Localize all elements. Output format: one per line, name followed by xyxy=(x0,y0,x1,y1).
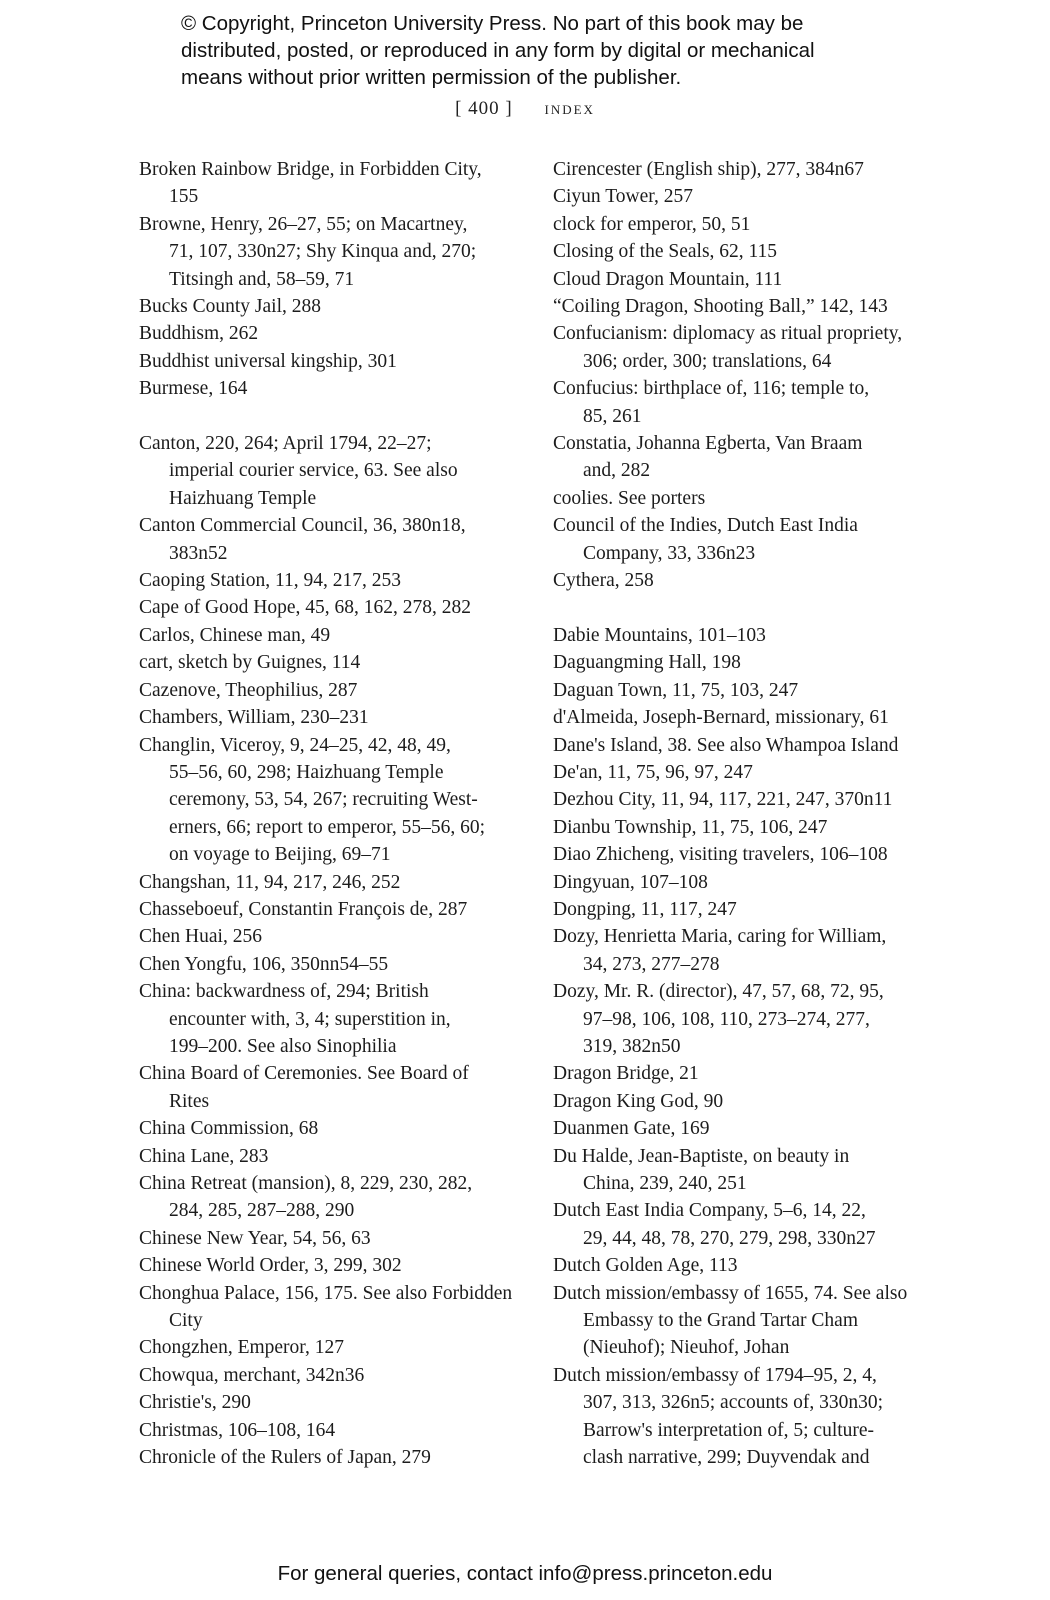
index-entry xyxy=(139,1444,519,1471)
index-entry-heading: Chen Huai, 256 xyxy=(139,926,262,948)
index-entry-heading: clock for emperor, 50, 51 xyxy=(553,213,751,235)
index-entry xyxy=(553,156,938,183)
index-entry-continuation: 199–200. See also Sinophilia xyxy=(169,1035,397,1057)
index-entry-continuation: Embassy to the Grand Tartar Cham xyxy=(583,1310,858,1332)
index-entry xyxy=(553,238,938,265)
index-entry-heading: Dragon King God, 90 xyxy=(553,1090,724,1112)
index-entry-heading: Diao Zhicheng, visiting travelers, 106–108 xyxy=(553,844,888,866)
index-entry-continuation: 71, 107, 330n27; Shy Kinqua and, 270; xyxy=(169,241,477,263)
index-entry xyxy=(553,512,938,567)
section-gap xyxy=(139,403,519,430)
index-entry-heading: Burmese, 164 xyxy=(139,378,248,400)
index-entry-heading: Buddhism, 262 xyxy=(139,323,259,345)
index-entry-heading: Dozy, Henrietta Maria, caring for William, xyxy=(553,926,887,948)
index-entry-heading: Canton, 220, 264; April 1794, 22–27; xyxy=(139,433,432,455)
index-entry xyxy=(139,293,519,320)
index-entry-continuation: (Nieuhof); Nieuhof, Johan xyxy=(583,1337,790,1359)
index-entry-continuation: 284, 285, 287–288, 290 xyxy=(169,1200,355,1222)
index-entry-heading: Chonghua Palace, 156, 175. See also Forbidden xyxy=(139,1282,513,1304)
index-entry-heading: Confucianism: diplomacy as ritual propriety, xyxy=(553,323,903,345)
index-entry xyxy=(139,1389,519,1416)
index-entry-heading: Confucius: birthplace of, 116; temple to, xyxy=(553,378,870,400)
index-entry-continuation: 306; order, 300; translations, 64 xyxy=(583,350,832,372)
index-entry-heading: d'Almeida, Joseph-Bernard, missionary, 61 xyxy=(553,707,889,729)
index-entry xyxy=(553,375,938,430)
index-entry-continuation: 155 xyxy=(169,186,199,208)
index-entry-continuation: 34, 273, 277–278 xyxy=(583,953,720,975)
index-entry-heading: Cloud Dragon Mountain, 111 xyxy=(553,268,783,290)
index-entry xyxy=(553,1115,938,1142)
index-entry-heading: Chronicle of the Rulers of Japan, 279 xyxy=(139,1447,431,1469)
index-entry xyxy=(553,266,938,293)
index-entry-heading: Chambers, William, 230–231 xyxy=(139,707,369,729)
index-entry xyxy=(553,1197,938,1252)
index-entry-heading: China Commission, 68 xyxy=(139,1118,319,1140)
index-entry xyxy=(553,841,938,868)
index-entry-heading: cart, sketch by Guignes, 114 xyxy=(139,652,361,674)
index-entry-heading: Bucks County Jail, 288 xyxy=(139,296,322,318)
index-entry-heading: Closing of the Seals, 62, 115 xyxy=(553,241,778,263)
index-entry xyxy=(139,951,519,978)
index-entry xyxy=(139,348,519,375)
index-entry xyxy=(139,1252,519,1279)
index-entry xyxy=(553,430,938,485)
index-entry-continuation: 85, 261 xyxy=(583,405,642,427)
index-entry xyxy=(139,1280,519,1335)
index-entry-heading: Chowqua, merchant, 342n36 xyxy=(139,1364,365,1386)
index-entry xyxy=(139,677,519,704)
index-entry-heading: China Lane, 283 xyxy=(139,1145,269,1167)
index-entry-heading: coolies. See porters xyxy=(553,487,706,509)
index-entry xyxy=(553,814,938,841)
index-entry-heading: Chen Yongfu, 106, 350nn54–55 xyxy=(139,953,389,975)
index-entry-heading: Dragon Bridge, 21 xyxy=(553,1063,699,1085)
index-entry xyxy=(139,1417,519,1444)
index-entry-heading: Chinese World Order, 3, 299, 302 xyxy=(139,1255,402,1277)
index-entry-continuation: and, 282 xyxy=(583,460,651,482)
index-entry xyxy=(553,320,938,375)
section-gap xyxy=(553,595,938,622)
index-entry-continuation: 319, 382n50 xyxy=(583,1035,681,1057)
index-entry xyxy=(139,1115,519,1142)
index-entry-heading: Cirencester (English ship), 277, 384n67 xyxy=(553,159,864,180)
index-entry xyxy=(553,485,938,512)
index-entry-heading: Christie's, 290 xyxy=(139,1392,251,1414)
index-entry-heading: Du Halde, Jean-Baptiste, on beauty in xyxy=(553,1145,850,1167)
index-entry-heading: Duanmen Gate, 169 xyxy=(553,1118,710,1140)
index-entry-heading: Dozy, Mr. R. (director), 47, 57, 68, 72, 95, xyxy=(553,981,884,1003)
index-entry-heading: Dezhou City, 11, 94, 117, 221, 247, 370n11 xyxy=(553,789,893,811)
index-entry-heading: Dane's Island, 38. See also Whampoa Island xyxy=(553,734,899,756)
index-entry-heading: Dabie Mountains, 101–103 xyxy=(553,624,766,646)
index-entry xyxy=(139,732,519,869)
index-entry xyxy=(139,869,519,896)
copyright-line: means without prior written permission of the publisher. xyxy=(181,66,682,89)
index-entry-heading: Ciyun Tower, 257 xyxy=(553,186,693,208)
index-entry-continuation: 55–56, 60, 298; Haizhuang Temple xyxy=(169,761,444,783)
page-number: [ 400 ] xyxy=(455,98,513,119)
index-entry-heading: Dingyuan, 107–108 xyxy=(553,871,708,893)
index-entry xyxy=(139,156,519,211)
index-entry xyxy=(553,704,938,731)
index-entry xyxy=(553,1280,938,1362)
index-entry-heading: Canton Commercial Council, 36, 380n18, xyxy=(139,515,466,537)
index-entry-heading: Daguan Town, 11, 75, 103, 247 xyxy=(553,679,799,701)
index-entry-heading: Christmas, 106–108, 164 xyxy=(139,1419,336,1441)
index-entry-heading: China: backwardness of, 294; British xyxy=(139,981,429,1003)
index-entry-heading: Caoping Station, 11, 94, 217, 253 xyxy=(139,570,401,592)
index-entry-continuation: imperial courier service, 63. See also xyxy=(169,460,458,482)
index-entry xyxy=(553,732,938,759)
index-entry xyxy=(553,1362,938,1472)
index-entry xyxy=(139,430,519,512)
index-entry-heading: Dutch East India Company, 5–6, 14, 22, xyxy=(553,1200,866,1222)
index-entry-heading: Daguangming Hall, 198 xyxy=(553,652,741,674)
copyright-line: © Copyright, Princeton University Press. No part of this book may be xyxy=(181,12,804,35)
index-entry-heading: Chinese New Year, 54, 56, 63 xyxy=(139,1227,371,1249)
index-entry xyxy=(139,1334,519,1361)
index-entry xyxy=(139,923,519,950)
index-entry xyxy=(139,896,519,923)
index-entry-heading: Changshan, 11, 94, 217, 246, 252 xyxy=(139,871,401,893)
index-entry xyxy=(139,512,519,567)
index-column-right xyxy=(553,156,938,1471)
index-entry xyxy=(553,1060,938,1087)
index-entry-heading: Cape of Good Hope, 45, 68, 162, 278, 282 xyxy=(139,597,472,619)
index-entry-continuation: Haizhuang Temple xyxy=(169,487,317,509)
index-entry xyxy=(139,622,519,649)
index-entry-continuation: ceremony, 53, 54, 267; recruiting West- xyxy=(169,789,478,811)
index-entry-continuation: Titsingh and, 58–59, 71 xyxy=(169,268,355,290)
index-entry-continuation: City xyxy=(169,1310,203,1332)
index-entry-heading: Cazenove, Theophilius, 287 xyxy=(139,679,358,701)
index-entry-heading: Cythera, 258 xyxy=(553,570,654,592)
index-entry-heading: Constatia, Johanna Egberta, Van Braam xyxy=(553,433,863,455)
footer-contact: For general queries, contact info@press.princeton.edu xyxy=(277,1562,773,1585)
index-entry xyxy=(139,649,519,676)
index-entry xyxy=(553,923,938,978)
index-entry-heading: Dianbu Township, 11, 75, 106, 247 xyxy=(553,816,828,838)
index-entry-continuation: erners, 66; report to emperor, 55–56, 60; xyxy=(169,816,486,838)
index-entry-heading: Dutch mission/embassy of 1655, 74. See also xyxy=(553,1282,908,1304)
index-entry-heading: China Board of Ceremonies. See Board of xyxy=(139,1063,469,1085)
index-entry-heading: Chasseboeuf, Constantin François de, 287 xyxy=(139,898,468,920)
index-entry-continuation: clash narrative, 299; Duyvendak and xyxy=(583,1447,870,1469)
copyright-line: distributed, posted, or reproduced in any form by digital or mechanical xyxy=(181,39,815,62)
index-entry-heading: Dutch mission/embassy of 1794–95, 2, 4, xyxy=(553,1364,877,1386)
index-entry-continuation: China, 239, 240, 251 xyxy=(583,1173,747,1195)
index-entry-continuation: Barrow's interpretation of, 5; culture- xyxy=(583,1419,875,1441)
index-entry xyxy=(139,978,519,1060)
index-entry xyxy=(553,649,938,676)
index-entry xyxy=(139,211,519,293)
index-entry-heading: Changlin, Viceroy, 9, 24–25, 42, 48, 49, xyxy=(139,734,451,756)
index-entry-heading: Council of the Indies, Dutch East India xyxy=(553,515,858,537)
index-entry xyxy=(553,211,938,238)
index-entry xyxy=(553,677,938,704)
running-head-title: index xyxy=(544,98,595,119)
index-entry xyxy=(139,375,519,402)
index-entry xyxy=(139,594,519,621)
index-entry xyxy=(553,567,938,594)
index-entry xyxy=(139,1060,519,1115)
index-entry-heading: Broken Rainbow Bridge, in Forbidden City, xyxy=(139,159,482,180)
copyright-notice xyxy=(181,10,901,91)
index-entry-heading: “Coiling Dragon, Shooting Ball,” 142, 143 xyxy=(553,296,888,318)
index-entry-continuation: Company, 33, 336n23 xyxy=(583,542,756,564)
index-entry xyxy=(139,320,519,347)
index-entry-heading: Dongping, 11, 117, 247 xyxy=(553,898,737,920)
index-entry xyxy=(553,786,938,813)
index-entry xyxy=(553,1143,938,1198)
index-entry xyxy=(139,567,519,594)
index-entry xyxy=(553,978,938,1060)
index-entry-heading: Browne, Henry, 26–27, 55; on Macartney, xyxy=(139,213,468,235)
index-entry xyxy=(139,704,519,731)
index-entry-continuation: on voyage to Beijing, 69–71 xyxy=(169,844,391,866)
index-entry xyxy=(553,896,938,923)
index-entry xyxy=(553,1252,938,1279)
index-entry xyxy=(553,183,938,210)
index-entry-continuation: 383n52 xyxy=(169,542,228,564)
index-entry xyxy=(139,1143,519,1170)
index-entry-heading: De'an, 11, 75, 96, 97, 247 xyxy=(553,761,753,783)
index-entry-heading: Dutch Golden Age, 113 xyxy=(553,1255,738,1277)
index-entry xyxy=(553,1088,938,1115)
index-entry xyxy=(139,1362,519,1389)
running-head xyxy=(0,98,1050,120)
index-entry-continuation: encounter with, 3, 4; superstition in, xyxy=(169,1008,451,1030)
index-entry-heading: Chongzhen, Emperor, 127 xyxy=(139,1337,345,1359)
index-entry-heading: China Retreat (mansion), 8, 229, 230, 282, xyxy=(139,1173,473,1195)
index-entry xyxy=(553,622,938,649)
index-entry-continuation: Rites xyxy=(169,1090,210,1112)
index-entry-heading: Buddhist universal kingship, 301 xyxy=(139,350,397,372)
index-column-left xyxy=(139,156,519,1471)
index-entry xyxy=(553,759,938,786)
index-entry xyxy=(553,293,938,320)
index-entry-heading: Carlos, Chinese man, 49 xyxy=(139,624,331,646)
index-entry xyxy=(139,1170,519,1225)
index-entry-continuation: 97–98, 106, 108, 110, 273–274, 277, xyxy=(583,1008,870,1030)
index-entry-continuation: 29, 44, 48, 78, 270, 279, 298, 330n27 xyxy=(583,1227,876,1249)
index-entry xyxy=(139,1225,519,1252)
index-entry-continuation: 307, 313, 326n5; accounts of, 330n30; xyxy=(583,1392,884,1414)
index-entry xyxy=(553,869,938,896)
